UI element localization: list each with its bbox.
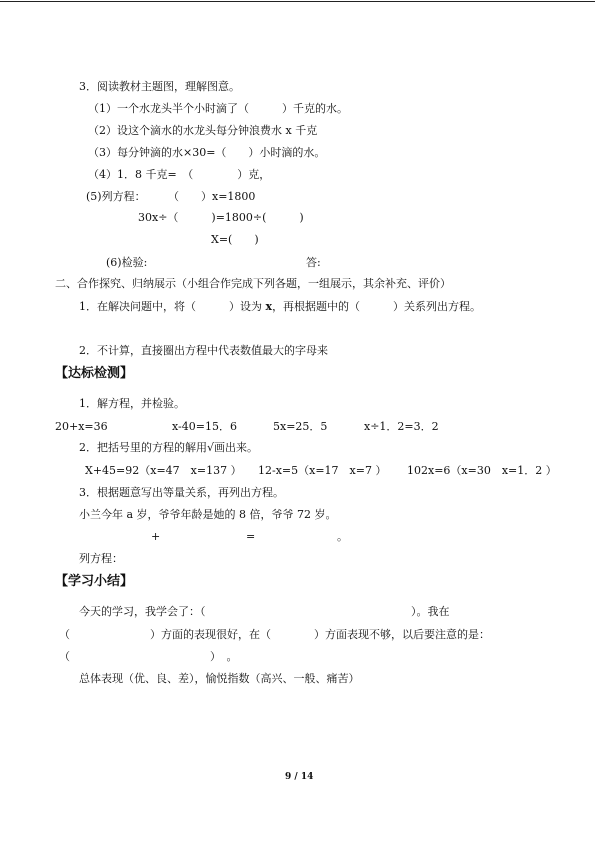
relation-equals: = [246,530,256,543]
summary-overall: 总体表现（优、良、差），愉悦指数（高兴、一般、痛苦） [79,672,360,685]
q1-text-after: ，再根据题中的（ ）关系列出方程。 [272,300,482,313]
word-problem: 小兰今年 a 岁，爷爷年龄是她的 8 倍，爷爷 72 岁。 [79,508,337,521]
section3-answer: 答: [306,256,321,269]
list-equation-label: 列方程： [79,552,123,565]
part2-question-1 [79,300,481,314]
q1-text-before: 1．在解决问题中，将（ ）设为 [79,300,266,313]
equation-d: x÷1．2=3．2 [364,420,439,433]
section3-item-4: （4）1．8 千克= （ ）克， [88,168,271,181]
q1-variable-x: x [265,300,273,313]
section3-heading: 3．阅读教材主题图，理解图意。 [79,80,240,93]
section3-equation-2: 30x÷（ )=1800÷( ) [138,211,304,224]
section3-equation-1: （ ）x=1800 [168,190,256,203]
assessment-question-2: 2．把括号里的方程的解用√画出来。 [79,441,259,454]
part2-question-2: 2．不计算，直接圈出方程中代表数值最大的字母来 [79,344,328,357]
section3-item-1: （1）一个水龙头半个小时滴了（ ）千克的水。 [88,102,348,115]
section3-check: (6)检验: [106,256,148,269]
section3-equation-3: X=( ) [211,233,259,246]
section3-item-3: （3）每分钟滴的水×30=（ ）小时滴的水。 [88,146,326,159]
summary-line-3b: ） 。 [210,650,238,663]
choice-c: 102x=6（x=30 x=1．2 ） [407,464,557,477]
relation-period: 。 [337,530,348,543]
summary-line-2b: ）方面的表现很好，在（ [150,628,271,641]
summary-line-1b: ）。我在 [411,605,450,618]
summary-title: 【学习小结】 [55,574,134,589]
equation-b: x-40=15．6 [172,420,237,433]
equation-c: 5x=25．5 [273,420,328,433]
section3-item-5-label: (5)列方程： [86,190,146,203]
assessment-title: 【达标检测】 [55,366,134,381]
summary-line-2a: （ [59,628,70,641]
summary-line-1a: 今天的学习，我学会了：（ [79,605,206,618]
assessment-question-3: 3．根据题意写出等量关系，再列出方程。 [79,486,284,499]
choice-a: X+45=92（x=47 x=137 ） [85,464,242,477]
relation-plus: + [151,530,161,543]
top-border-line [0,1,595,2]
equation-a: 20+x=36 [55,420,108,433]
summary-line-2c: ）方面表现不够，以后要注意的是： [314,628,490,641]
page-number: 9 / 14 [285,772,314,782]
section3-item-2: （2）设这个滴水的水龙头每分钟浪费水 x 千克 [88,124,318,137]
part2-heading: 二、合作探究、归纳展示（小组合作完成下列各题，一组展示，其余补充、评价） [55,277,451,290]
summary-line-3a: （ [59,650,70,663]
assessment-question-1: 1．解方程，并检验。 [79,397,185,410]
choice-b: 12-x=5（x=17 x=7 ） [258,464,387,477]
